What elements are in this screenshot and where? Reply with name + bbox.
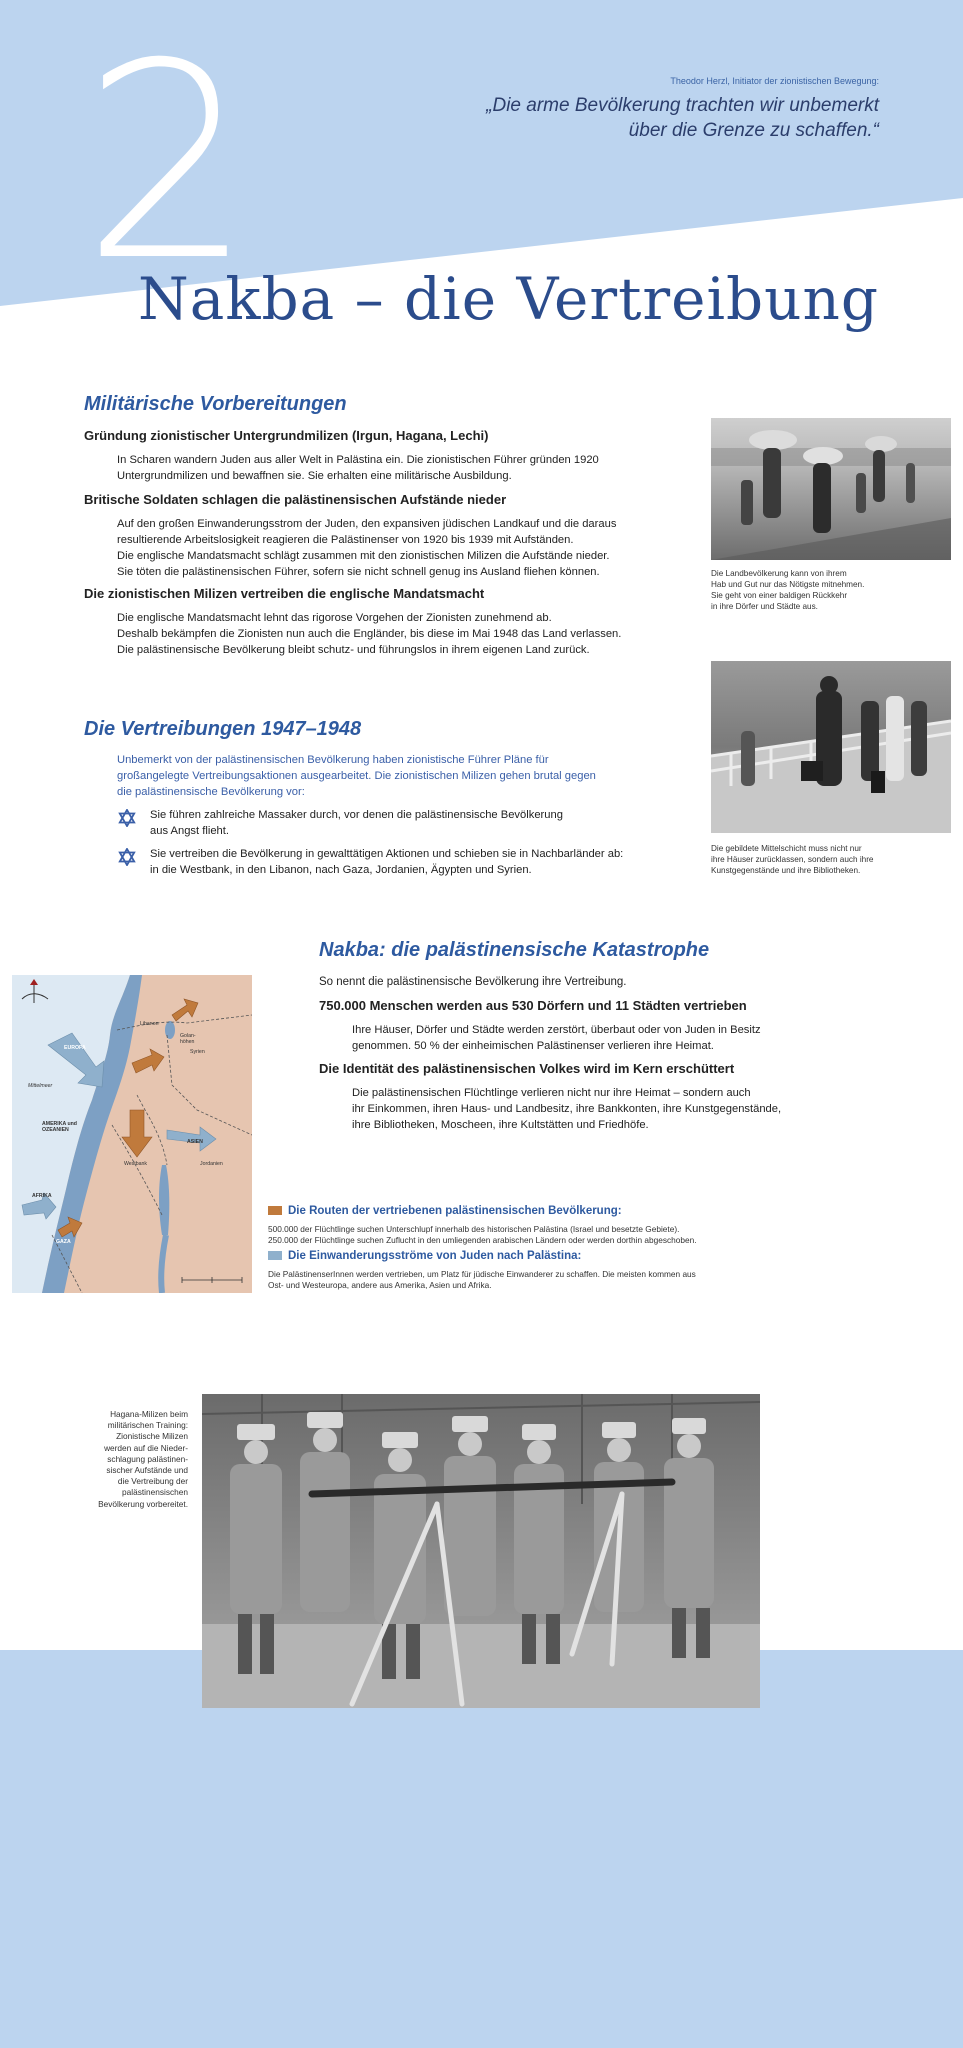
map-label-amerika: AMERIKA und OZEANIEN [42, 1121, 77, 1133]
section-title-expulsions: Die Vertreibungen 1947–1948 [84, 718, 362, 740]
map-label-golan: Golan-höhen [180, 1033, 196, 1045]
paragraph-british: Auf den großen Einwanderungsstrom der Juden, den expansiven jüdischen Landkauf und die daraus resultierende Arbeitslosigkeit reagieren die Palästinenser von 1920 bis 1939 mit Aufständen. Die englische Mandatsmacht schlägt zusammen mit den zionistischen Milizen die Aufstände nieder. Sie töten die palästinensischen Führer, sofern sie nicht schnell genug ins Ausland fliehen können. [117, 518, 617, 578]
map-label-gaza: GAZA [56, 1239, 71, 1245]
map-label-jordanien: Jordanien [200, 1161, 223, 1167]
legend-routes-text: 500.000 der Flüchtlinge suchen Unterschlupf innerhalb des historischen Palästina (Israel und besetzte Gebiete). 250.000 der Flüchtlinge suchen Zuflucht in den umliegenden arabischen Ländern oder werden dorthin abgeschoben. [268, 1224, 697, 1246]
paragraph-expulsions-intro: Unbemerkt von der palästinensischen Bevölkerung haben zionistische Führer Pläne für großangelegte Vertreibungsaktionen ausgearbeitet. Die zionistischen Milizen gehen brutal gegen die palästinensische Bevölkerung vor: [117, 754, 596, 798]
panel-number: 2 [82, 5, 254, 320]
star-of-david-icon [118, 809, 136, 827]
subheading-militias: Gründung zionistischer Untergrundmilizen (Irgun, Hagana, Lechi) [84, 428, 489, 443]
map-label-asien: ASIEN [187, 1139, 203, 1145]
footer-background [0, 1650, 963, 2048]
legend-swatch-immigration [268, 1251, 282, 1260]
list-item-massacres: Sie führen zahlreiche Massaker durch, vor denen die palästinensische Bevölkerung aus Angst flieht. [118, 808, 670, 839]
subheading-750000: 750.000 Menschen werden aus 530 Dörfern und 11 Städten vertrieben [319, 998, 747, 1013]
quote: „Die arme Bevölkerung trachten wir unbemerkt über die Grenze zu schaffen.“ [486, 95, 879, 141]
section-title-nakba: Nakba: die palästinensische Katastrophe [319, 939, 710, 961]
caption-hagana-training: Hagana-Milizen beim militärischen Training: Zionistische Milizen werden auf die Nieder- schlagung palästinen- sischer Aufstände und die Vertreibung der palästinensischen Bevölkerung vorbereitet. [98, 1409, 188, 1509]
legend-immigration-text: Die PalästinenserInnen werden vertrieben, um Platz für jüdische Einwanderer zu schaffen. Die meisten kommen aus Ost- und Westeuropa, andere aus Amerika, Asien und Afrika. [268, 1269, 696, 1291]
photo-refugees-walking [711, 418, 951, 560]
paragraph-expel-mandate: Die englische Mandatsmacht lehnt das rigorose Vorgehen der Zionisten zunehmend ab. Deshalb bekämpfen die Zionisten nun auch die Engländer, bis diese im Mai 1948 das Land verlassen. Die palästinensische Bevölkerung bleibt schutz- und führungslos in ihrem eigenen Land zurück. [117, 612, 622, 656]
map-label-libanon: Libanon [140, 1021, 159, 1027]
legend-swatch-routes [268, 1206, 282, 1215]
page-title: Nakba – die Vertreibung [138, 265, 879, 333]
photo-hagana-training [202, 1394, 760, 1708]
caption-refugees-walking: Die Landbevölkerung kann von ihrem Hab und Gut nur das Nötigste mitnehmen. Sie geht von einer baldigen Rückkehr in ihre Dörfer und Städte aus. [711, 569, 865, 612]
map-label-europa: EUROPA [64, 1045, 86, 1051]
list-item-deportation: Sie vertreiben die Bevölkerung in gewalttätigen Aktionen und schieben sie in Nachbarländer ab: in die Westbank, in den Libanon, nach Gaza, Jordanien, Ägypten und Syrien. [118, 847, 670, 878]
map-label-mittelmeer: Mittelmeer [28, 1083, 53, 1089]
photo-bridge-refugees [711, 661, 951, 833]
section-title-military: Militärische Vorbereitungen [84, 393, 347, 415]
legend-immigration-heading: Die Einwanderungsströme von Juden nach Palästina: [268, 1250, 581, 1262]
map-image [12, 975, 252, 1293]
paragraph-identity: Die palästinensischen Flüchtlinge verlieren nicht nur ihre Heimat – sondern auch ihr Einkommen, ihren Haus- und Landbesitz, ihre Bankkonten, ihre Kunstgegenstände, ihre Bibliotheken, Moscheen, ihre Kultstätten und Friedhöfe. [352, 1087, 782, 1131]
caption-bridge-refugees: Die gebildete Mittelschicht muss nicht nur ihre Häuser zurücklassen, sondern auch ihre Kunstgegenstände und ihre Bibliotheken. [711, 844, 874, 876]
photo-bridge-refugees-image [711, 661, 951, 833]
subheading-british: Britische Soldaten schlagen die palästinensischen Aufstände nieder [84, 492, 507, 507]
paragraph-750000: Ihre Häuser, Dörfer und Städte werden zerstört, überbaut oder von Juden in Besitz genommen. 50 % der einheimischen Palästinenser verlieren ihre Heimat. [352, 1024, 761, 1052]
map-label-syrien: Syrien [190, 1049, 205, 1055]
legend-routes-heading: Die Routen der vertriebenen palästinensischen Bevölkerung: [268, 1205, 622, 1217]
subheading-identity: Die Identität des palästinensischen Volkes wird im Kern erschüttert [319, 1061, 735, 1076]
map-label-afrika: AFRIKA [32, 1193, 52, 1199]
paragraph-nakba-intro: So nennt die palästinensische Bevölkerung ihre Vertreibung. [319, 976, 627, 988]
subheading-expel-mandate: Die zionistischen Milizen vertreiben die englische Mandatsmacht [84, 586, 485, 601]
map-label-westbank: Westbank [124, 1161, 147, 1167]
quote-author: Theodor Herzl, Initiator der zionistischen Bewegung: [670, 76, 879, 86]
paragraph-militias: In Scharen wandern Juden aus aller Welt in Palästina ein. Die zionistischen Führer gründen 1920 Untergrundmilizen und bewaffnen sie. Sie erhalten eine militärische Ausbildung. [117, 454, 599, 482]
photo-refugees-walking-image [711, 418, 951, 560]
star-of-david-icon [118, 848, 136, 866]
photo-hagana-training-image [202, 1394, 760, 1708]
map-palestine-routes [12, 975, 252, 1293]
